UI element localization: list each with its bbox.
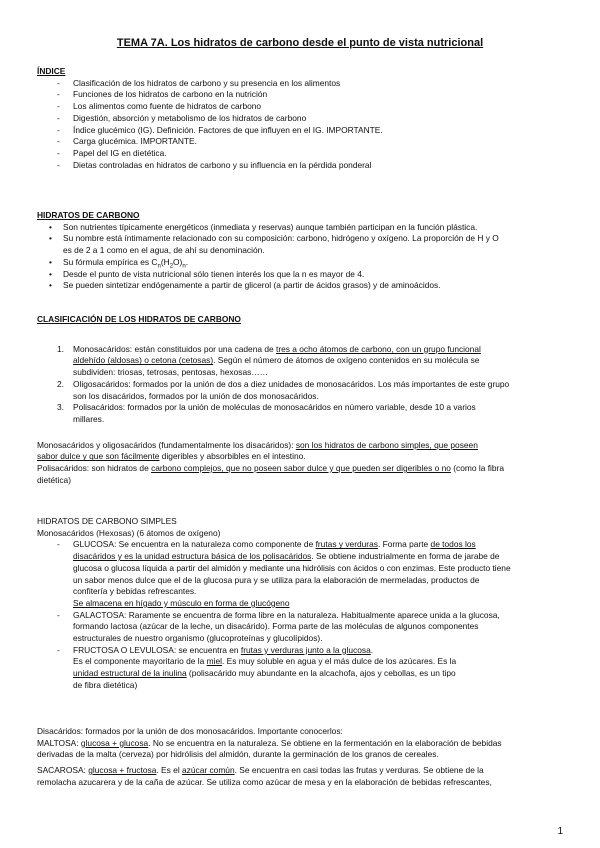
disacaridos-intro: Disacáridos: formados por la unión de dos monosacáridos. Importante conocerlos: (37, 726, 343, 736)
list-item: • Se pueden sintetizar endógenamente a partir de glicerol (a partir de ácidos grasos) y de aminoácidos. (49, 280, 441, 291)
list-item: 2. Oligosacáridos: formados por la unión de dos a diez unidades de monosacáridos. Los más importantes de este grupo son los disacáridos, formados por la unión de dos monosacáridos. (57, 378, 510, 401)
paragraph: SACAROSA: glucosa + fructosa. Es el azúcar común. Se encuentra en casi todas las frutas y verduras. Se obtiene de la remolacha azucarera y de la caña de azúcar. Se utiliza como azúcar de mesa y en la elaboración de bebidas refrescantes, (37, 765, 492, 787)
page-number: 1 (557, 826, 563, 837)
simples-section (37, 516, 563, 692)
disacaridos-section (37, 726, 563, 789)
paragraph: Monosacáridos y oligosacáridos (fundamentalmente los disacáridos): son los hidratos de carbono simples, que poseen sabor dulce y que son fácilmente digeribles y absorbibles en el intestino. Polisacáridos: son hidratos de carbono complejos, que no poseen sabor dulce y que pueden ser digeribles o no (como la fibra dietética) (37, 439, 504, 485)
indice-heading: ÍNDICE (37, 66, 66, 76)
list-item: • Su nombre está íntimamente relacionado con su composición: carbono, hidrógeno y oxígeno. La proporción de H y O es de 2 a 1 como en el agua, de ahí su denominación. (49, 233, 499, 256)
indice-list (37, 78, 563, 172)
indice-item: - Clasificación de los hidratos de carbono y su presencia en los alimentos (57, 77, 341, 88)
list-item: - GLUCOSA: Se encuentra en la naturaleza como componente de frutas y verduras. Forma parte de todos los disacáridos y es la unidad estructura básica de los polisacáridos. Se obtiene industrialmente en forma de jarabe de glucosa o glucosa líquida a partir del almidón y mediante una hidrólisis con ácidos o con enzimas. Este producto tiene un sabor menos dulce que el de la glucosa pura y se utiliza para la elaboración de mermeladas, productos de confitería y bebidas refrescantes. Se almacena en hígado y músculo en forma de glucógeno (57, 539, 511, 608)
simples-subheading: Monosacáridos (Hexosas) (6 átomos de oxígeno) (37, 527, 221, 538)
indice-item: - Digestión, absorción y metabolismo de los hidratos de carbono (57, 112, 307, 123)
hc-heading: HIDRATOS DE CARBONO (37, 210, 140, 220)
paragraph: MALTOSA: glucosa + glucosa. No se encuentra en la naturaleza. Se obtiene en la fermentación en la elaboración de bebidas derivadas de la malta (cerveza) por hidrólisis del almidón, durante la germinación de los granos de cereales. (37, 737, 502, 760)
indice-section (37, 66, 563, 171)
indice-item: - Carga glucémica. IMPORTANTE. (57, 136, 197, 147)
list-item: - FRUCTOSA O LEVULOSA: se encuentra en frutas y verduras junto a la glucosa. Es el componente mayoritario de la miel. Es muy soluble en agua y el más dulce de los azúcares. Es la unidad estructural de la inulina (polisacárido muy abundante en la alcachofa, ajos y cebollas, es un tipo de fibra dietética) (57, 644, 457, 690)
list-item: • Su fórmula empírica es $C_n(H_2O)_n$. (49, 256, 189, 270)
list-item: • Son nutrientes típicamente energéticos (inmediata y reservas) aunque también participan en la función plástica. (49, 221, 478, 232)
hc-section (37, 210, 563, 292)
indice-item: - Los alimentos como fuente de hidratos de carbono (57, 101, 262, 112)
clasificacion-section (37, 314, 563, 486)
clasificacion-heading: CLASIFICACIÓN DE LOS HIDRATOS DE CARBONO (37, 314, 241, 324)
simples-heading: HIDRATOS DE CARBONO SIMPLES (37, 516, 177, 526)
indice-item: - Funciones de los hidratos de carbono en la nutrición (57, 89, 268, 100)
list-item: - GALACTOSA: Raramente se encuentra de forma libre en la naturaleza. Habitualmente aparece unida a la glucosa, formando lactosa (azúcar de la leche, un disacárido). Forma parte de las moléculas de algunos componentes estructurales de nuestro organismo (glucoproteínas y glucolípidos). (57, 609, 500, 644)
indice-item: - Papel del IG en dietética. (57, 147, 167, 158)
indice-item: - Índice glucémico (IG). Definición. Factores de que influyen en el IG. IMPORTANTE. (57, 124, 383, 135)
list-item: 3. Polisacáridos: formados por la unión de moléculas de monosacáridos en número variable, desde 10 a varios millares. (57, 402, 476, 424)
list-item: 1. Monosacáridos: están constituidos por una cadena de tres a ocho átomos de carbono, con un grupo funcional aldehído (aldosas) o cetona (cetosas). Según el número de átomos de oxígeno contenidos en su molécula se subdividen: triosas, tetrosas, pentosas, hexosas…… (57, 343, 481, 378)
indice-item: - Dietas controladas en hidratos de carbono y su influencia en la pérdida ponderal (57, 159, 372, 170)
page-title: TEMA 7A. Los hidratos de carbono desde el punto de vista nutricional (116, 37, 484, 49)
list-item: • Desde el punto de vista nutricional sólo tienen interés los que la n es mayor de 4. (49, 268, 365, 279)
